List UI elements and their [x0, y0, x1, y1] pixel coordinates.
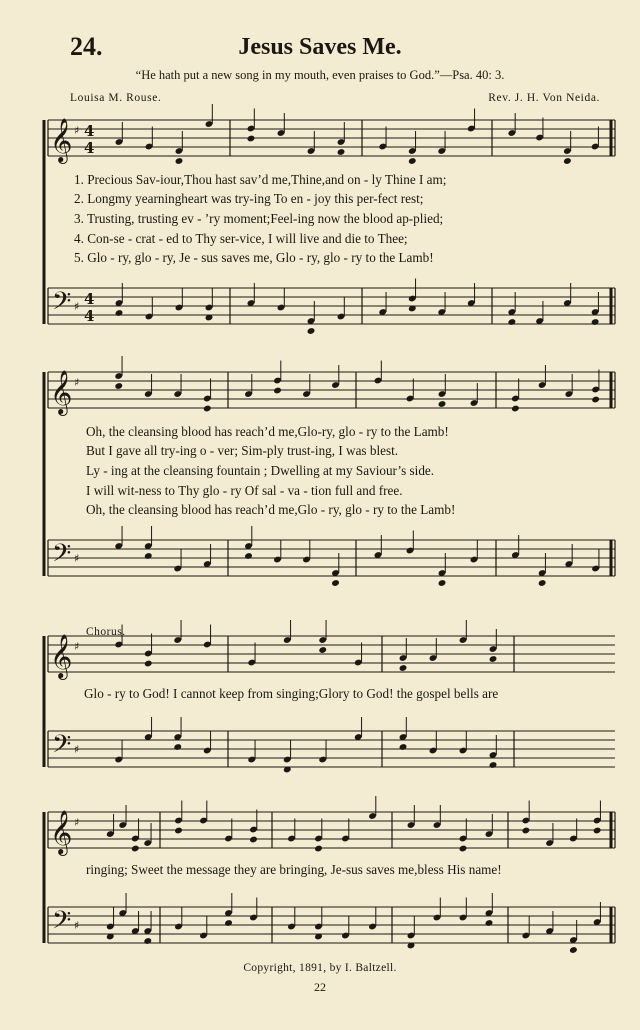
- key-signature-sharp: ♯: [74, 743, 80, 756]
- note-head: [175, 157, 184, 165]
- note-head: [459, 845, 468, 853]
- verse-line-1: 1. Precious Sav-iour,Thou hast sav’d me,Thine,and on - ly Thine I am;: [74, 172, 447, 187]
- bass-clef-icon: 𝄢: [52, 730, 72, 765]
- note-head: [508, 318, 517, 326]
- time-signature: 4: [84, 122, 95, 140]
- key-signature-sharp: ♯: [74, 376, 80, 389]
- note-head: [489, 761, 498, 769]
- note-head: [244, 552, 253, 560]
- verse-line-4: 4. Con-se - crat - ed to Thy ser-vice, I will live and die to Thee;: [74, 231, 408, 246]
- hymn-number: 24.: [70, 32, 103, 61]
- hymn-title: Jesus Saves Me.: [238, 34, 402, 60]
- note-head: [144, 660, 153, 668]
- note-head: [538, 579, 547, 587]
- note-head: [399, 664, 408, 672]
- note-head: [593, 827, 602, 835]
- treble-clef-icon: 𝄞: [50, 634, 73, 678]
- note-head: [247, 135, 256, 143]
- verse-second-half-5: Oh, the cleansing blood has reach’d me,Glo - ry, glo - ry to the Lamb!: [86, 502, 456, 517]
- note-head: [224, 919, 233, 927]
- note-head: [131, 845, 140, 853]
- chorus-line-1: Glo - ry to God! I cannot keep from singing;Glory to God! the gospel bells are: [84, 686, 499, 701]
- time-signature: 4: [84, 307, 95, 325]
- key-signature-sharp: ♯: [74, 124, 80, 137]
- note-head: [318, 646, 327, 654]
- time-signature: 4: [84, 290, 95, 308]
- treble-clef-icon: 𝄞: [50, 118, 73, 162]
- verse-second-half-3: Ly - ing at the cleansing fountain ; Dwelling at my Saviour’s side.: [86, 463, 435, 478]
- note-head: [591, 396, 600, 404]
- note-head: [438, 400, 447, 408]
- verse-second-half-1: Oh, the cleansing blood has reach’d me,Glo-ry, glo - ry to the Lamb!: [86, 424, 449, 439]
- verse-line-3: 3. Trusting, trusting ev - ’ry moment;Feel-ing now the blood ap-plied;: [74, 211, 444, 226]
- note-head: [408, 157, 417, 165]
- note-head: [307, 327, 316, 335]
- note-head: [591, 318, 600, 326]
- note-head: [203, 405, 212, 413]
- key-signature-sharp: ♯: [74, 919, 80, 932]
- verse-line-2: 2. Longmy yearningheart was try-ing To en - joy this per-fect rest;: [74, 191, 424, 206]
- bass-clef-icon: 𝄢: [52, 287, 72, 322]
- note-head: [563, 157, 572, 165]
- key-signature-sharp: ♯: [74, 640, 80, 653]
- note-head: [144, 552, 153, 560]
- note-head: [143, 937, 152, 945]
- page-number: 22: [314, 980, 326, 994]
- chorus-label: Chorus.: [86, 626, 126, 638]
- author-credit: Louisa M. Rouse.: [70, 92, 162, 104]
- key-signature-sharp: ♯: [74, 300, 80, 313]
- note-head: [569, 946, 578, 954]
- epigraph: “He hath put a new song in my mouth, even praises to God.”—Psa. 40: 3.: [135, 68, 505, 82]
- note-head: [438, 579, 447, 587]
- note-head: [399, 743, 408, 751]
- key-signature-sharp: ♯: [74, 552, 80, 565]
- note-head: [485, 919, 494, 927]
- verse-second-half-4: I will wit-ness to Thy glo - ry Of sal - va - tion full and free.: [86, 483, 403, 498]
- verse-second-half-2: But I gave all try-ing o - ver; Sim-ply trust-ing, I was blest.: [86, 443, 399, 458]
- treble-clef-icon: 𝄞: [50, 810, 73, 854]
- note-head: [114, 382, 123, 390]
- bass-clef-icon: 𝄢: [52, 906, 72, 941]
- copyright-notice: Copyright, 1891, by I. Baltzell.: [243, 962, 397, 974]
- note-head: [115, 309, 124, 317]
- note-head: [337, 148, 346, 156]
- composer-credit: Rev. J. H. Von Neida.: [488, 92, 600, 104]
- note-head: [511, 405, 520, 413]
- bass-clef-icon: 𝄢: [52, 539, 72, 574]
- note-head: [522, 827, 531, 835]
- note-head: [249, 836, 258, 844]
- note-head: [314, 845, 323, 853]
- note-head: [273, 387, 282, 395]
- note-head: [174, 827, 183, 835]
- note-head: [173, 743, 182, 751]
- key-signature-sharp: ♯: [74, 816, 80, 829]
- time-signature: 4: [84, 139, 95, 157]
- note-head: [331, 579, 340, 587]
- treble-clef-icon: 𝄞: [50, 370, 73, 414]
- verse-line-5: 5. Glo - ry, glo - ry, Je - sus saves me, Glo - ry, glo - ry to the Lamb!: [74, 250, 434, 265]
- chorus-line-2: ringing; Sweet the message they are bringing, Je-sus saves me,bless His name!: [86, 862, 502, 877]
- note-head: [489, 655, 498, 663]
